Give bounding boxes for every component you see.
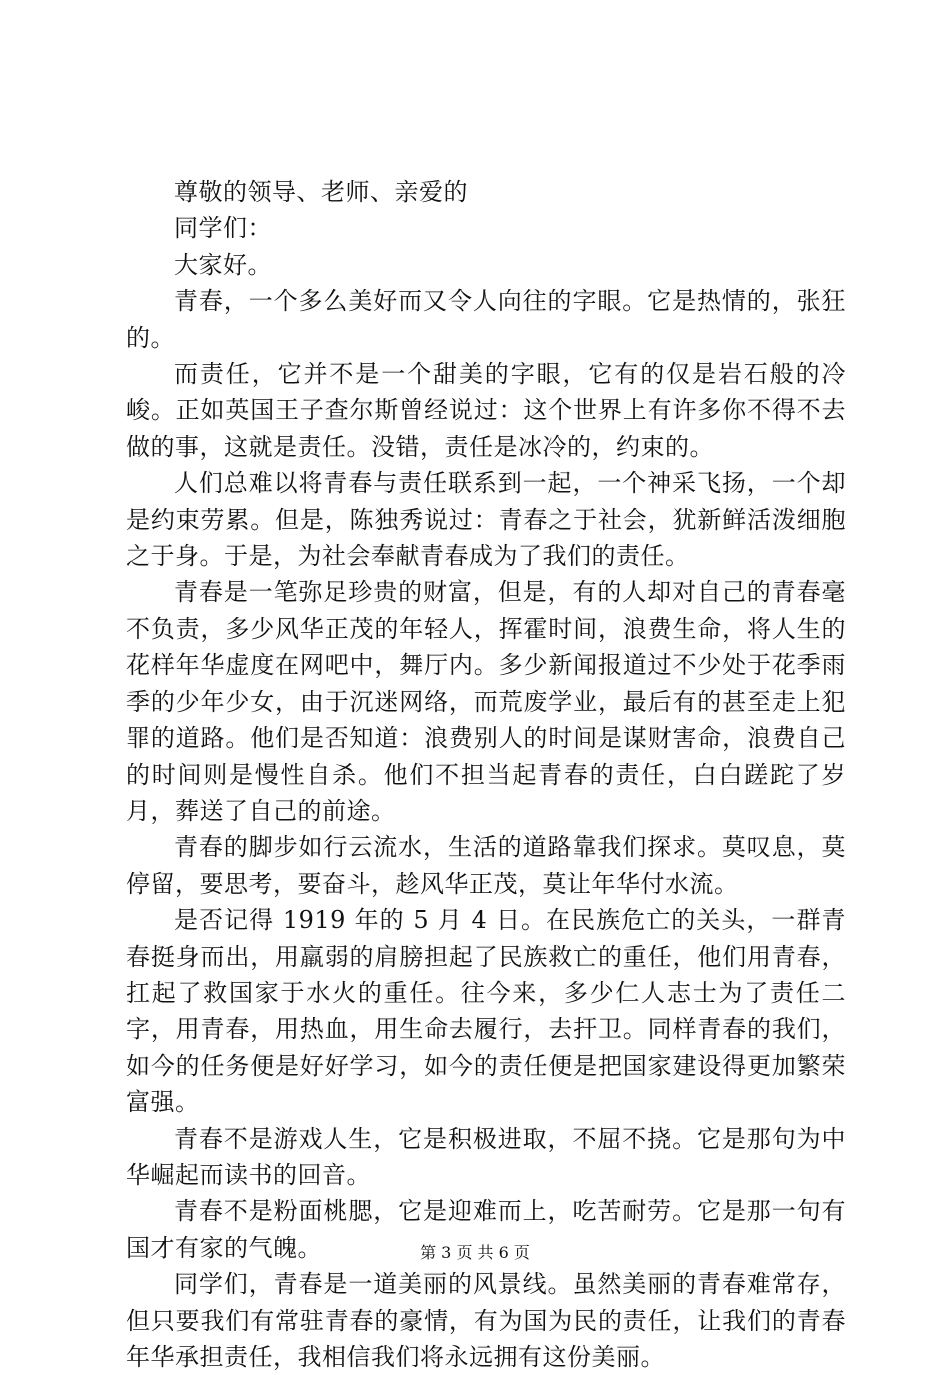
page-number-footer: 第 3 页 共 6 页 — [420, 1243, 530, 1262]
paragraph-youth-steps: 青春的脚步如行云流水，生活的道路靠我们探求。莫叹息，莫停留，要思考，要奋斗，趁风华正茂，莫让年华付水流。 — [126, 833, 846, 898]
paragraph-youth-intro: 青春，一个多么美好而又令人向往的字眼。它是热情的，张狂的。 — [126, 287, 846, 352]
salutation-line-1: 尊敬的领导、老师、亲爱的 — [174, 178, 468, 206]
paragraph-wasted-youth: 青春是一笔弥足珍贵的财富，但是，有的人却对自己的青春毫不负责，多少风华正茂的年轻人，挥霍时间，浪费生命，将人生的花样年华虚度在网吧中，舞厅内。多少新闻报道过不少处于花季雨季的少年少女，由于沉迷网络，而荒废学业，最后有的甚至走上犯罪的道路。他们是否知道：浪费别人的时间是谋财害命，浪费自己的时间则是慢性自杀。他们不担当起青春的责任，白白蹉跎了岁月，葬送了自己的前途。 — [126, 578, 846, 825]
paragraph-not-appearance: 青春不是粉面桃腮，它是迎难而上，吃苦耐劳。它是那一句有国才有家的气魄。 — [126, 1197, 846, 1262]
paragraph-conclusion: 同学们，青春是一道美丽的风景线。虽然美丽的青春难常存，但只要我们有常驻青春的豪情，有为国为民的责任，让我们的青春年华承担责任，我相信我们将永远拥有这份美丽。 — [126, 1270, 846, 1371]
paragraph-may-fourth: 是否记得 1919 年的 5 月 4 日。在民族危亡的关头，一群青春挺身而出，用羸弱的肩膀担起了民族救亡的重任，他们用青春，扛起了救国家于水火的重任。往今来，多少仁人志士为了责任二字，用青春，用热血，用生命去履行，去扞卫。同样青春的我们，如今的任务便是好好学习，如今的责任便是把国家建设得更加繁荣富强。 — [126, 906, 846, 1117]
paragraph-responsibility: 而责任，它并不是一个甜美的字眼，它有的仅是岩石般的冷峻。正如英国王子查尔斯曾经说过：这个世界上有许多你不得不去做的事，这就是责任。没错，责任是冰冷的，约束的。 — [126, 360, 846, 461]
salutation-line-2: 同学们： — [174, 214, 272, 243]
paragraph-not-a-game: 青春不是游戏人生，它是积极进取，不屈不挠。它是那句为中华崛起而读书的回音。 — [126, 1124, 846, 1189]
greeting: 大家好。 — [174, 250, 272, 279]
paragraph-youth-and-responsibility: 人们总难以将青春与责任联系到一起，一个神采飞扬，一个却是约束劳累。但是，陈独秀说过：青春之于社会，犹新鲜活泼细胞之于身。于是，为社会奉献青春成为了我们的责任。 — [126, 469, 846, 571]
document-body — [126, 174, 846, 1375]
